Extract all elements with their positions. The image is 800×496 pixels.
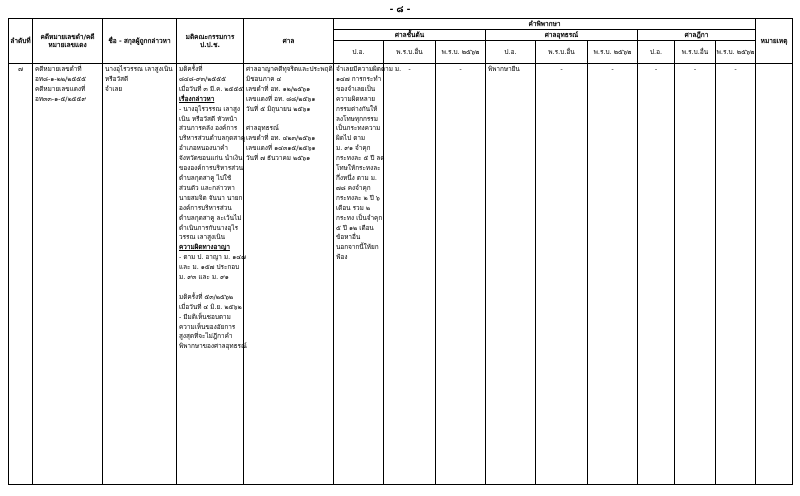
- text-line: ความเห็นของอัยการ: [179, 322, 236, 331]
- text-line: จำเลย: [105, 84, 123, 93]
- cell-first-act-misc: -: [384, 64, 436, 485]
- text-line: กระทงละ ๒ ปี ๖: [336, 193, 380, 202]
- header-supreme: ศาลฎีกา: [638, 30, 756, 41]
- text-line: เลขดำที่ อท. ๑๒/๒๕๖๑: [246, 84, 311, 93]
- text-line: ๑๔๗ การกระทำ: [336, 74, 382, 83]
- text-line: เมื่อวันที่ ๓ มี.ค. ๒๕๕๕: [179, 84, 244, 93]
- text-line: นอกจากนี้ให้ยก: [336, 243, 379, 252]
- header-appeal-act-2562: พ.ร.บ. ๒๕๖๒: [588, 41, 638, 64]
- text-line: จังหวัดขอนแก่น นำเงิน: [179, 154, 243, 163]
- text-line: คดีหมายเลขดำที่: [35, 65, 82, 73]
- text-line: ฟ้อง: [336, 253, 348, 262]
- table-row: [9, 64, 793, 485]
- text-line: ผิดไป ตาม: [336, 134, 366, 143]
- cell-appeal-act-2562: -: [588, 64, 638, 485]
- cell-supreme-penal: -: [638, 64, 675, 485]
- cell-supreme-act-2562: -: [716, 64, 756, 485]
- header-supreme-act-misc: พ.ร.บ.อื่น: [675, 41, 716, 64]
- text-line: เดือน รวม ๒: [336, 203, 371, 212]
- text-line: - นางอุไรวรรณ เลาสูง: [179, 104, 241, 113]
- text-line: อท๘-๑-๒๒/๒๕๕๕: [35, 74, 86, 83]
- text-line: เลขแดงที่ ๑๔๓๑๕/๒๕๖๑: [246, 144, 316, 153]
- header-appeal-penal: ป.อ.: [486, 41, 536, 64]
- text-line: ส่วนการคลัง องค์การ: [179, 124, 238, 133]
- text-line: ของจำเลยเป็น: [336, 84, 376, 93]
- text-line: ข้อหาอื่น: [336, 233, 361, 242]
- text-line: ตำบลกุดสาคู ละเว้นไม่: [179, 213, 242, 222]
- text-line: และ ม. ๑๕๗ ประกอบ: [179, 263, 240, 272]
- cell-case-no: [33, 64, 103, 485]
- header-appeal: ศาลอุทธรณ์: [486, 30, 638, 41]
- text-line: - ตาม ป. อาญา ม. ๑๔๗: [179, 253, 246, 262]
- text-line: นางอุไรวรรณ เลาสูงเนิน: [105, 65, 173, 73]
- header-nacc-resolution: มติคณะกรรมการ ป.ป.ช.: [177, 19, 244, 64]
- header-first-penal: ป.อ.: [334, 41, 384, 64]
- text-line: กระทงละ ๕ ปี ลด: [336, 154, 385, 163]
- text-line: ศาลอาญาคดีทุจริตและประพฤติ: [246, 65, 333, 73]
- cell-first-act-2562: -: [436, 64, 486, 485]
- header-order: ลำดับที่: [9, 19, 33, 64]
- header-first-act-2562: พ.ร.บ. ๒๕๖๒: [436, 41, 486, 64]
- header-first-act-misc: พ.ร.บ.อื่น: [384, 41, 436, 64]
- text-line: อำเภอหนองนาคำ: [179, 144, 229, 153]
- text-line: กรรมต่างกันให้: [336, 104, 378, 113]
- text-line: คดีหมายเลขแดงที่: [35, 84, 86, 93]
- text-line: เลขดำที่ อท. ๔๒๓/๒๕๖๑: [246, 134, 316, 143]
- text-line: ๕ ปี ๑๒ เดือน: [336, 223, 374, 232]
- text-line: พิพากษาของศาลอุทธรณ์: [179, 342, 247, 351]
- text-line: ตำบลกุดสาคู ไปใช้: [179, 173, 232, 182]
- text-line: มติครั้งที่ ๕๓/๒๕๖๒: [179, 292, 234, 301]
- text-line: หรือวัสดี: [105, 74, 129, 83]
- text-line: ม. ๙๑ จำคุก: [336, 144, 371, 153]
- text-line: ศาลอุทธรณ์: [246, 124, 279, 133]
- text-line: เนิน หรือวัสดี หัวหน้า: [179, 114, 238, 123]
- header-court: ศาล: [244, 19, 334, 64]
- line-gap: [246, 115, 331, 125]
- header-defendant: ชื่อ - สกุลผู้ถูกกล่าวหา: [103, 19, 177, 64]
- line-gap: [179, 283, 241, 293]
- cell-first-penal: [334, 64, 402, 485]
- text-line: ส่วนตัว และกล่าวหา: [179, 183, 235, 192]
- text-line: มิชอบภาค ๔: [246, 74, 282, 83]
- text-line: ดำเนินการกับนางอุไร: [179, 223, 239, 232]
- text-line: เลขแดงที่ อท. ๘๘/๒๕๖๑: [246, 94, 316, 103]
- cell-court: [244, 64, 334, 485]
- cell-defendant: [103, 64, 177, 485]
- text-line: จำเลยมีความผิดตาม ม.: [336, 65, 402, 73]
- text-line: วรรณ เลาสูงเนิน: [179, 233, 226, 242]
- text-line: ๘๔๘-๙๓/๒๕๕๕: [179, 74, 226, 83]
- cell-supreme-act-misc: -: [675, 64, 716, 485]
- text-line: องค์การบริหารส่วน: [179, 203, 232, 212]
- text-line: อท๓๓-๑-๕/๒๕๕๙: [35, 94, 87, 103]
- text-line: ม. ๙๓ และ ม. ๙๑: [179, 273, 229, 282]
- header-supreme-penal: ป.อ.: [638, 41, 675, 64]
- cell-appeal-penal: พิพากษายืน: [486, 64, 536, 485]
- text-line: ขององค์การบริหารส่วน: [179, 164, 244, 173]
- header-remarks: หมายเหตุ: [756, 19, 793, 64]
- text-line: โทษให้กระทงละ: [336, 164, 381, 173]
- text-line: เมื่อวันที่ ๔ มิ.ย. ๒๕๖๒: [179, 302, 242, 311]
- section-heading: ความผิดทางอาญา: [179, 243, 230, 252]
- text-line: เป็นกระทงความ: [336, 124, 381, 133]
- text-line: มติครั้งที่: [179, 65, 203, 73]
- header-case-no: คดีหมายเลขดำ/คดีหมายเลขแดง: [33, 19, 103, 64]
- cell-remarks: [756, 64, 793, 485]
- judgment-table: [8, 18, 793, 485]
- header-first-instance: ศาลชั้นต้น: [334, 30, 486, 41]
- text-line: - มีมติเห็นชอบตาม: [179, 312, 231, 321]
- page-number: - ๘ -: [389, 5, 411, 15]
- text-line: กระทง เป็นจำคุก: [336, 213, 383, 222]
- text-line: สูงสุดที่จะไม่ฎีกาคำ: [179, 332, 233, 341]
- text-line: นายสมจิต จันนา นายก: [179, 193, 243, 202]
- cell-appeal-act-misc: -: [536, 64, 588, 485]
- text-line: ลงโทษทุกกรรม: [336, 114, 378, 123]
- text-line: วันที่ ๕ มิถุนายน ๒๕๖๑: [246, 104, 311, 113]
- text-line: ๗๘ คงจำคุก: [336, 183, 371, 192]
- text-line: ความผิดหลาย: [336, 94, 376, 103]
- text-line: กึ่งหนึ่ง ตาม ม.: [336, 173, 377, 182]
- cell-nacc-resolution: [177, 64, 247, 485]
- cell-order: ๗: [9, 64, 33, 485]
- header-judgment: คำพิพากษา: [334, 19, 756, 30]
- text-line: บริหารส่วนตำบลกุดสาคู: [179, 134, 246, 143]
- text-line: วันที่ ๗ ธันวาคม ๒๕๖๑: [246, 154, 311, 163]
- header-appeal-act-misc: พ.ร.บ.อื่น: [536, 41, 588, 64]
- section-heading: เรื่องกล่าวหา: [179, 94, 215, 103]
- header-supreme-act-2562: พ.ร.บ. ๒๕๖๒: [716, 41, 756, 64]
